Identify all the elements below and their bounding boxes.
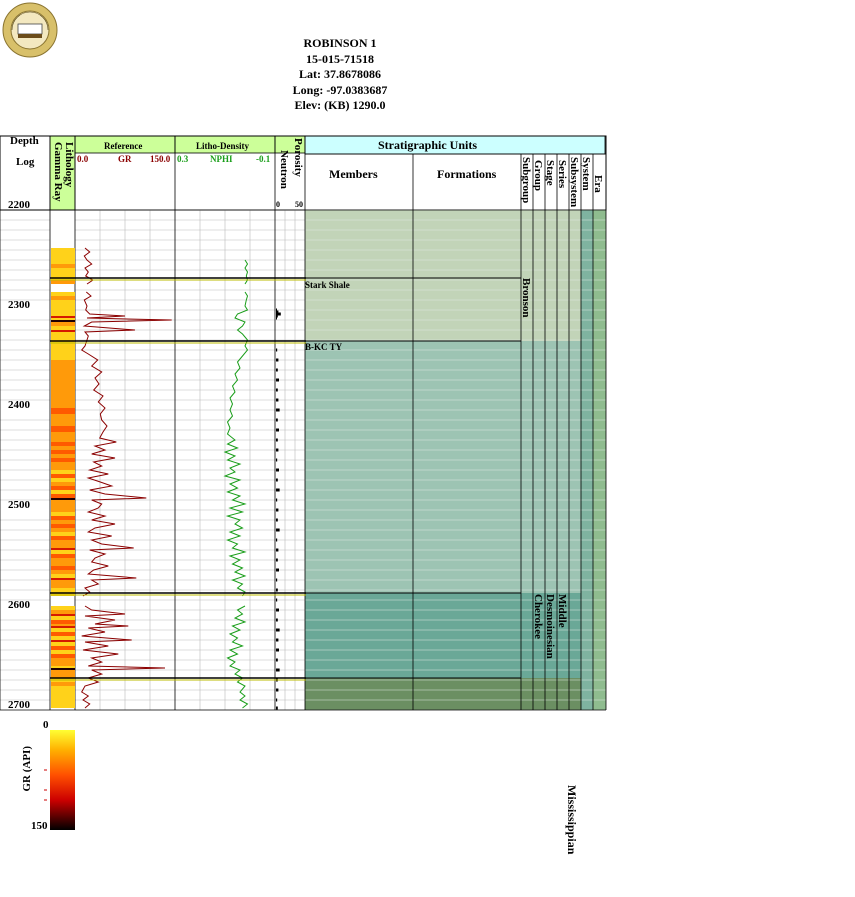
gamma-ray-strip-segment <box>51 554 75 558</box>
porosity-mark <box>276 569 279 572</box>
formations-header: Formations <box>437 167 497 181</box>
gamma-ray-strip-segment <box>51 636 75 640</box>
gamma-ray-strip-segment <box>51 268 75 272</box>
porosity-mark <box>276 459 277 462</box>
porosity-mark <box>276 629 280 632</box>
gamma-ray-strip-segment <box>51 544 75 548</box>
legend-max-label: 150 <box>31 820 48 832</box>
porosity-mark <box>276 579 277 582</box>
unit-middle-label: Middle <box>556 594 568 628</box>
porosity-min-label: 0 <box>276 200 280 209</box>
gamma-ray-strip-segment <box>51 580 75 584</box>
porosity-mark <box>276 359 278 362</box>
gamma-ray-strip-segment <box>51 658 75 662</box>
gamma-ray-strip-segment <box>51 346 75 350</box>
gamma-ray-strip-segment <box>51 454 75 458</box>
gamma-ray-strip-segment <box>51 624 75 626</box>
depth-tick-label: 2300 <box>8 299 30 311</box>
gamma-ray-strip-segment <box>51 426 75 432</box>
porosity-mark <box>276 609 279 612</box>
rank-stage-header: Stage <box>544 160 556 186</box>
nphi-max-label: -0.1 <box>256 154 271 164</box>
porosity-mark <box>276 639 278 642</box>
porosity-mark <box>276 509 278 512</box>
gamma-ray-strip-segment <box>51 578 75 580</box>
gamma-ray-strip-segment <box>51 248 75 252</box>
gamma-ray-strip-segment <box>51 366 75 372</box>
gr-curve-line <box>82 606 165 708</box>
gamma-ray-strip-segment <box>51 306 75 310</box>
strat-units-title: Stratigraphic Units <box>378 138 477 152</box>
porosity-mark <box>276 529 280 532</box>
gamma-ray-strip-segment <box>51 574 75 578</box>
gamma-ray-strip-segment <box>51 486 75 490</box>
gamma-ray-strip-segment <box>51 396 75 402</box>
porosity-mark <box>276 429 279 432</box>
gamma-ray-strip-segment <box>51 540 75 544</box>
gamma-ray-strip-segment <box>51 326 75 330</box>
gamma-ray-strip-segment <box>51 482 75 486</box>
porosity-mark <box>276 389 278 392</box>
members-header: Members <box>329 167 378 181</box>
gamma-ray-strip-segment <box>51 566 75 570</box>
gr-max-label: 150.0 <box>150 154 171 164</box>
depth-tick-label: 2700 <box>8 699 30 711</box>
rank-era-header: Era <box>592 175 604 193</box>
porosity-mark <box>276 479 278 482</box>
gamma-ray-strip-segment <box>51 414 75 420</box>
gamma-ray-strip-segment <box>51 296 75 300</box>
neutron-label: Neutron <box>278 150 290 189</box>
gamma-ray-strip-segment <box>51 494 75 498</box>
gamma-ray-strip-segment <box>51 646 75 650</box>
porosity-mark <box>276 317 277 320</box>
gamma-ray-strip-segment <box>51 432 75 438</box>
strat-unit-band <box>305 678 581 710</box>
gamma-ray-strip-segment <box>51 318 75 320</box>
well-lat: Lat: 37.8678086 <box>299 67 381 81</box>
depth-log-label: Log <box>16 156 35 168</box>
rank-subsystem-header: Subsystem <box>568 157 580 208</box>
porosity-label: Porosity <box>292 138 304 177</box>
porosity-mark <box>276 589 278 592</box>
gamma-ray-strip-segment <box>51 610 75 614</box>
strat-unit-band <box>305 210 581 341</box>
rank-system-header: System <box>580 157 592 191</box>
gamma-ray-strip-segment <box>51 528 75 532</box>
unit-desmoinesian-label: Desmoinesian <box>544 594 556 659</box>
gamma-ray-strip-segment <box>51 280 75 284</box>
gamma-ray-strip-segment <box>51 292 75 296</box>
porosity-mark <box>276 399 278 402</box>
porosity-mark <box>276 409 280 412</box>
gamma-ray-strip-segment <box>51 616 75 620</box>
gamma-ray-strip-segment <box>51 252 75 256</box>
gamma-ray-strip-segment <box>51 498 75 500</box>
gamma-ray-strip-segment <box>51 322 75 326</box>
gamma-ray-strip-segment <box>51 536 75 540</box>
gamma-ray-strip-segment <box>51 682 75 686</box>
gamma-ray-strip-segment <box>51 462 75 466</box>
gamma-ray-strip-segment <box>51 562 75 566</box>
gamma-ray-strip-segment <box>51 316 75 318</box>
porosity-mark <box>276 379 279 382</box>
gamma-ray-strip-segment <box>51 550 75 554</box>
well-elev: Elev: (KB) 1290.0 <box>294 98 386 112</box>
rank-group-header: Group <box>532 160 544 191</box>
well-name: ROBINSON 1 <box>303 36 377 50</box>
gamma-ray-strip-segment <box>51 500 75 504</box>
gamma-ray-strip-segment <box>51 332 75 336</box>
gamma-ray-strip-segment <box>51 570 75 574</box>
gamma-ray-strip-segment <box>51 532 75 536</box>
gamma-ray-strip-segment <box>51 470 75 474</box>
porosity-mark <box>276 449 278 452</box>
gamma-ray-strip-segment <box>51 632 75 636</box>
nphi-min-label: 0.3 <box>177 154 189 164</box>
gamma-ray-strip-segment <box>51 402 75 408</box>
gamma-ray-strip-segment <box>51 626 75 628</box>
gamma-ray-strip-segment <box>51 478 75 482</box>
gamma-ray-strip-segment <box>51 300 75 306</box>
gamma-ray-strip-segment <box>51 584 75 588</box>
gamma-ray-strip-segment <box>51 330 75 332</box>
gamma-ray-strip-segment <box>51 438 75 442</box>
gamma-ray-strip-segment <box>51 650 75 654</box>
gamma-ray-strip-segment <box>51 606 75 610</box>
porosity-mark <box>276 707 278 710</box>
porosity-mark <box>276 349 277 352</box>
porosity-mark <box>276 649 279 652</box>
gamma-ray-strip-segment <box>51 588 75 592</box>
porosity-mark <box>276 659 278 662</box>
gamma-ray-strip-segment <box>51 558 75 562</box>
porosity-mark <box>276 599 277 602</box>
strat-unit-band <box>305 341 581 593</box>
gamma-ray-strip-segment <box>51 256 75 260</box>
unit-mississippian-label: Mississippian <box>565 785 579 855</box>
gamma-ray-strip-segment <box>51 442 75 446</box>
gamma-ray-strip-segment <box>51 670 75 674</box>
gamma-ray-strip-segment <box>51 692 75 696</box>
gamma-ray-strip-segment <box>51 490 75 494</box>
gamma-ray-strip-segment <box>51 620 75 624</box>
gamma-ray-strip-segment <box>51 668 75 670</box>
gamma-ray-strip-segment <box>51 474 75 478</box>
gr-curve-line <box>82 292 172 596</box>
gamma-ray-strip-segment <box>51 458 75 462</box>
porosity-mark <box>276 419 278 422</box>
legend-min-label: 0 <box>43 719 49 731</box>
gamma-ray-strip-segment <box>51 372 75 378</box>
gamma-ray-strip-segment <box>51 350 75 354</box>
gamma-ray-strip-segment <box>51 524 75 528</box>
nphi-curve-line <box>228 606 248 708</box>
litho-density-title: Litho-Density <box>196 141 250 151</box>
porosity-mark <box>276 539 277 542</box>
porosity-mark <box>276 689 278 692</box>
gamma-ray-strip-segment <box>51 354 75 360</box>
depth-tick-label: 2400 <box>8 399 30 411</box>
porosity-mark <box>276 669 280 672</box>
gamma-ray-strip-segment <box>51 520 75 524</box>
gamma-ray-strip-segment <box>51 272 75 276</box>
gamma-ray-strip-segment <box>51 420 75 426</box>
lithology-label: Lithology <box>63 142 75 188</box>
gr-legend-colorbar <box>50 730 75 830</box>
gamma-ray-strip-segment <box>51 614 75 616</box>
porosity-mark <box>276 699 277 702</box>
member-label: Stark Shale <box>305 280 350 290</box>
gamma-ray-strip-segment <box>51 548 75 550</box>
gamma-ray-strip-segment <box>51 642 75 646</box>
legend-gr-label: GR (API) <box>21 746 33 792</box>
gamma-ray-strip-segment <box>51 640 75 642</box>
gamma-ray-strip-segment <box>51 450 75 454</box>
nphi-curve-line <box>225 292 248 596</box>
gamma-ray-strip-segment <box>51 390 75 396</box>
gamma-ray-strip-segment <box>51 384 75 390</box>
gamma-ray-strip-segment <box>51 264 75 268</box>
rank-series-header: Series <box>556 160 568 189</box>
gamma-ray-strip-segment <box>51 700 75 704</box>
gamma-ray-strip-segment <box>51 516 75 520</box>
well-api: 15-015-71518 <box>306 51 374 66</box>
gamma-ray-label: Gamma Ray <box>52 142 64 202</box>
gr-name-label: GR <box>118 154 132 164</box>
gamma-ray-strip-segment <box>51 408 75 414</box>
gamma-ray-strip-segment <box>51 662 75 666</box>
depth-tick-label: 2200 <box>8 199 30 211</box>
gamma-ray-strip-segment <box>51 666 75 668</box>
porosity-mark <box>276 469 279 472</box>
gamma-ray-strip-segment <box>51 508 75 512</box>
member-label: B-KC TY <box>305 342 343 352</box>
porosity-mark <box>276 499 277 502</box>
porosity-mark <box>276 619 278 622</box>
gamma-ray-strip-segment <box>51 260 75 264</box>
depth-title: Depth <box>10 135 39 147</box>
unit-cherokee-label: Cherokee <box>532 594 544 640</box>
gamma-ray-strip-segment <box>51 504 75 508</box>
gr-min-label: 0.0 <box>77 154 89 164</box>
gamma-ray-strip-segment <box>51 360 75 366</box>
porosity-mark <box>276 439 278 442</box>
gamma-ray-strip-segment <box>51 628 75 632</box>
porosity-mark <box>276 519 278 522</box>
nphi-name-label: NPHI <box>210 154 233 164</box>
gamma-ray-strip-segment <box>51 512 75 516</box>
well-long: Long: -97.0383687 <box>292 82 388 97</box>
gamma-ray-strip-segment <box>51 466 75 470</box>
gamma-ray-strip-segment <box>51 314 75 316</box>
gamma-ray-strip-segment <box>51 704 75 708</box>
porosity-mark <box>276 559 278 562</box>
gamma-ray-strip-segment <box>51 310 75 314</box>
reference-title: Reference <box>104 141 143 151</box>
porosity-mark <box>276 369 278 372</box>
porosity-max-label: 50 <box>295 200 303 209</box>
gamma-ray-strip-segment <box>51 686 75 692</box>
gamma-ray-strip-segment <box>51 696 75 700</box>
porosity-mark <box>276 489 280 492</box>
gamma-ray-strip-segment <box>51 446 75 450</box>
depth-tick-label: 2500 <box>8 499 30 511</box>
unit-bronson-label: Bronson <box>520 278 532 318</box>
gamma-ray-strip-segment <box>51 320 75 322</box>
gamma-ray-strip-segment <box>51 654 75 658</box>
gamma-ray-strip-segment <box>51 378 75 384</box>
depth-tick-label: 2600 <box>8 599 30 611</box>
porosity-mark <box>276 549 278 552</box>
rank-subgroup-header: Subgroup <box>520 157 532 204</box>
